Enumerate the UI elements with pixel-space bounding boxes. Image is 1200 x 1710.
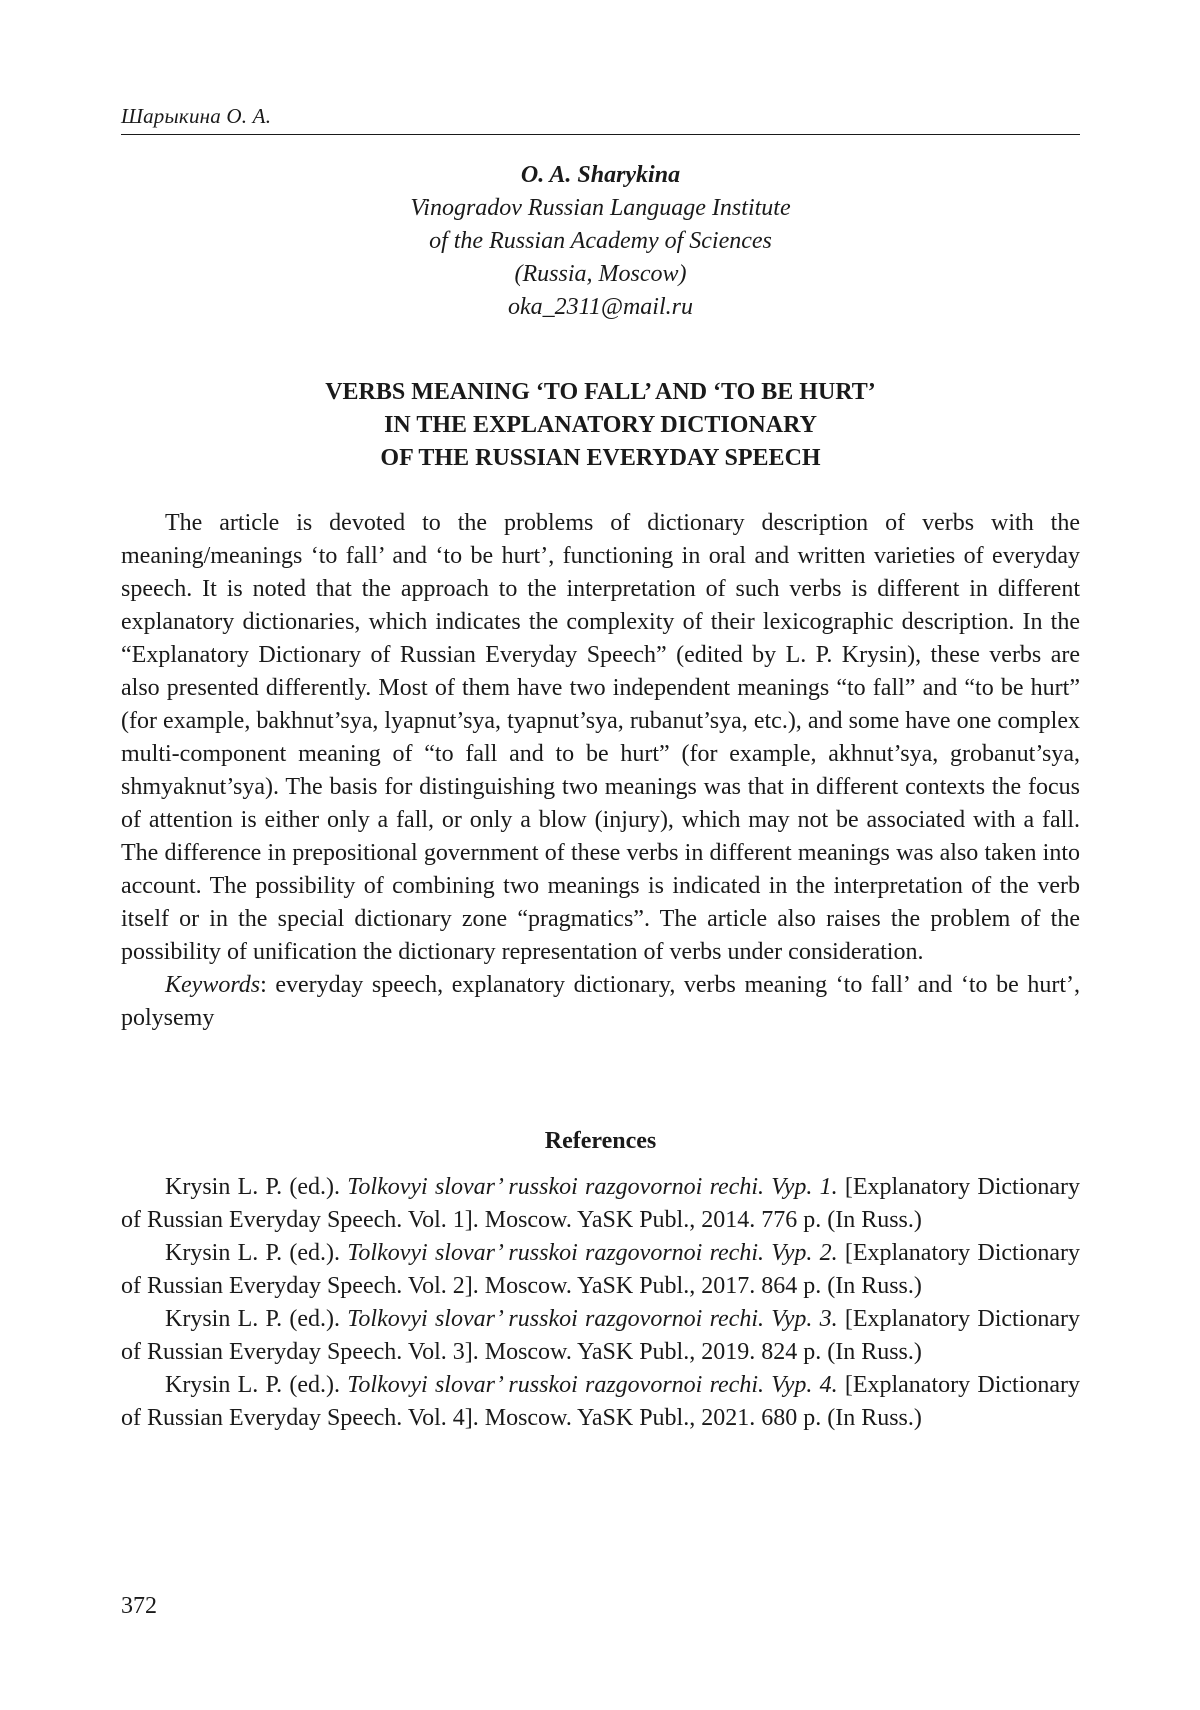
title-line-1: VERBS MEANING ‘TO FALL’ AND ‘TO BE HURT’	[325, 379, 876, 405]
article-title	[121, 376, 1080, 475]
reference-author: Krysin L. P. (ed.).	[165, 1174, 348, 1200]
reference-title: Tolkovyi slovar’ russkoi razgovornoi rechi. Vyp. 3.	[347, 1306, 838, 1332]
references-list	[121, 1171, 1080, 1435]
header-rule	[121, 134, 1080, 135]
author-block	[121, 159, 1080, 324]
page	[121, 0, 1080, 1710]
reference-item	[121, 1171, 1080, 1237]
reference-author: Krysin L. P. (ed.).	[165, 1372, 348, 1398]
reference-title: Tolkovyi slovar’ russkoi razgovornoi rechi. Vyp. 1.	[347, 1174, 838, 1200]
reference-item	[121, 1369, 1080, 1435]
keywords-text: : everyday speech, explanatory dictionary, verbs meaning ‘to fall’ and ‘to be hurt’, polysemy	[121, 972, 1080, 1031]
author-name: O. A. Sharykina	[520, 162, 681, 188]
reference-item	[121, 1237, 1080, 1303]
affiliation-line-2: of the Russian Academy of Sciences	[429, 228, 772, 254]
running-head: Шарыкина О. А.	[121, 104, 272, 128]
abstract-text: The article is devoted to the problems of dictionary description of verbs with the meaning/meanings ‘to fall’ and ‘to be hurt’, functioning in oral and written varieties of everyday speech. It is noted that the approach to the interpretation of such verbs is different in different explanatory dictionaries, which indicates the complexity of their lexicographic description. In the “Explanatory Dictionary of Russian Everyday Speech” (edited by L. P. Krysin), these verbs are also presented differently. Most of them have two independent meanings “to fall” and “to be hurt” (for example, bakhnut’sya, lyapnut’sya, tyapnut’sya, rubanut’sya, etc.), and some have one complex multi-component meaning of “to fall and to be hurt” (for example, akhnut’sya, grobanut’sya, shmyaknut’sya). The basis for distinguishing two meanings was that in different contexts the focus of attention is either only a fall, or only a blow (injury), which may not be associated with a fall. The difference in prepositional government of these verbs in different meanings was also taken into account. The possibility of combining two meanings is indicated in the interpretation of the verb itself or in the special dictionary zone “pragmatics”. The article also raises the problem of the possibility of unification the dictionary representation of verbs under consideration.	[121, 510, 1080, 965]
reference-details: [Explanatory Dictionary of Russian Everyday Speech. Vol. 4]. Moscow. YaSK Publ., 2021. 680 p. (In Russ.)	[121, 1372, 1080, 1431]
author-email[interactable]: oka_2311@mail.ru	[508, 294, 693, 320]
author-location: (Russia, Moscow)	[514, 261, 687, 287]
reference-details: [Explanatory Dictionary of Russian Everyday Speech. Vol. 2]. Moscow. YaSK Publ., 2017. 864 p. (In Russ.)	[121, 1240, 1080, 1299]
reference-item	[121, 1303, 1080, 1369]
reference-title: Tolkovyi slovar’ russkoi razgovornoi rechi. Vyp. 4.	[347, 1372, 838, 1398]
affiliation-line-1: Vinogradov Russian Language Institute	[410, 195, 791, 221]
abstract	[121, 507, 1080, 1035]
reference-details: [Explanatory Dictionary of Russian Everyday Speech. Vol. 3]. Moscow. YaSK Publ., 2019. 824 p. (In Russ.)	[121, 1306, 1080, 1365]
title-line-2: IN THE EXPLANATORY DICTIONARY	[384, 412, 817, 438]
references-heading: References	[544, 1128, 657, 1154]
reference-title: Tolkovyi slovar’ russkoi razgovornoi rechi. Vyp. 2.	[347, 1240, 838, 1266]
reference-author: Krysin L. P. (ed.).	[165, 1240, 348, 1266]
page-number: 372	[121, 1593, 157, 1619]
reference-details: [Explanatory Dictionary of Russian Everyday Speech. Vol. 1]. Moscow. YaSK Publ., 2014. 776 p. (In Russ.)	[121, 1174, 1080, 1233]
title-line-3: OF THE RUSSIAN EVERYDAY SPEECH	[380, 445, 821, 471]
reference-author: Krysin L. P. (ed.).	[165, 1306, 348, 1332]
keywords-label: Keywords	[165, 972, 261, 998]
keywords	[121, 969, 1080, 1035]
